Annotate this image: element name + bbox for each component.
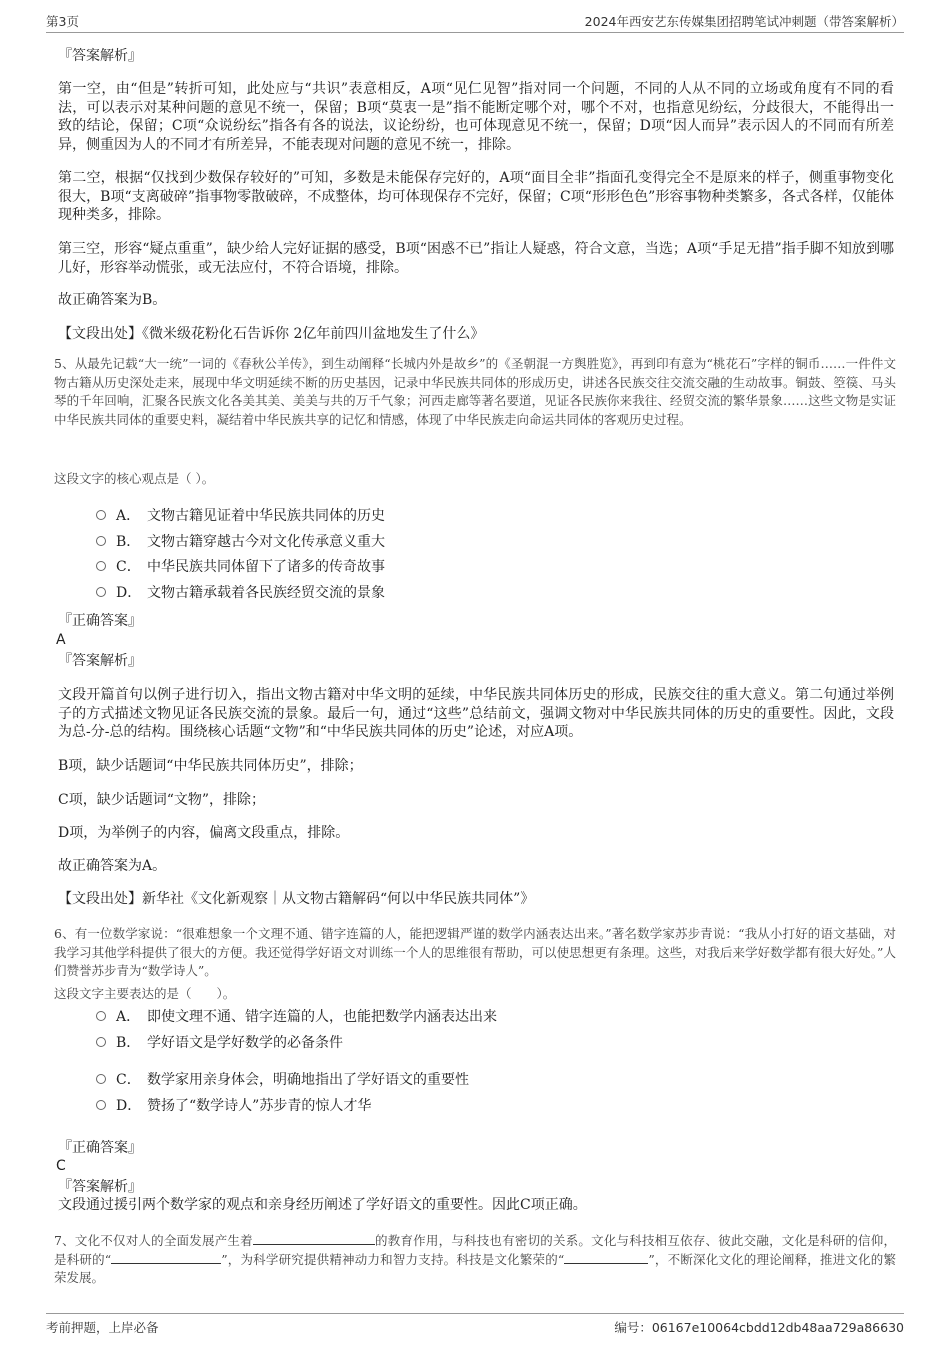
document-id: 编号：06167e10064cbdd12db48aa729a86630	[614, 1320, 904, 1335]
document-title: 2024年西安艺东传媒集团招聘笔试冲刺题（带答案解析）	[584, 14, 904, 29]
fill-blank[interactable]	[253, 1232, 375, 1245]
correct-answer-value: A	[56, 632, 66, 648]
page-number: 第3页	[46, 14, 79, 29]
question-prompt: 这段文字主要表达的是（ ）。	[54, 986, 236, 1001]
option-a[interactable]: A． 即使文理不通、错字连篇的人，也能把数学内涵表达出来	[96, 1008, 497, 1026]
option-d[interactable]: D． 文物古籍承载着各民族经贸交流的景象	[96, 584, 385, 602]
passage-source: 【文段出处】《微米级花粉化石告诉你 2亿年前四川盆地发生了什么》	[58, 326, 485, 342]
analysis-paragraph: 第三空，形容“疑点重重”，缺少给人完好证据的感受，B项“困惑不已”指让人疑惑，符合文意，当选；A项“手足无措”指手脚不知放到哪儿好，形容举动慌张，或无法应付，不符合语境，排除。	[58, 241, 894, 276]
radio-button[interactable]	[96, 536, 106, 546]
question-stem: 6、有一位数学家说：“很难想象一个文理不通、错字连篇的人，能把逻辑严谨的数学内涵表达出来。”著名数学家苏步青说：“我从小打好的语文基础，对我学习其他学科提供了很大的方便。我还觉得学好语文对训练一个人的思维很有帮助，可以使思想更有条理。这些，对我后来学好数学都有很大好处。”人们赞誉苏步青为“数学诗人”。	[54, 926, 896, 978]
option-d[interactable]: D． 赞扬了“数学诗人”苏步青的惊人才华	[96, 1097, 371, 1115]
radio-button[interactable]	[96, 1074, 106, 1084]
footer-slogan: 考前押题，上岸必备	[46, 1320, 159, 1335]
radio-button[interactable]	[96, 1011, 106, 1021]
analysis-paragraph: D项，为举例子的内容，偏离文段重点，排除。	[58, 825, 350, 841]
answer-analysis-label: 『答案解析』	[58, 48, 142, 64]
option-b[interactable]: B． 学好语文是学好数学的必备条件	[96, 1034, 343, 1052]
option-c[interactable]: C． 中华民族共同体留下了诸多的传奇故事	[96, 558, 385, 576]
question-stem: 7、文化不仅对人的全面发展产生着 的教育作用，与科技也有密切的关系。文化与科技相互依存、彼此交融，文化是科研的信仰，是科研的“ ”，为科学研究提供精神动力和智力支持。科技是文化繁荣的“ ”，不断深化文化的理论阐释，推进文化的繁荣发展。	[54, 1233, 896, 1285]
answer-analysis-label: 『答案解析』	[58, 1179, 142, 1195]
passage-source: 【文段出处】新华社《文化新观察｜从文物古籍解码“何以中华民族共同体”》	[58, 891, 535, 907]
analysis-paragraph: C项，缺少话题词“文物”，排除；	[58, 792, 266, 808]
radio-button[interactable]	[96, 561, 106, 571]
analysis-paragraph: 第一空，由“但是”转折可知，此处应与“共识”表意相反，A项“见仁见智”指对同一个问题，不同的人从不同的立场或角度有不同的看法，可以表示对某种问题的意见不统一，保留；B项“莫衷一是”指不能断定哪个对，哪个不对，也指意见纷纭，分歧很大，不能得出一致的结论，保留；C项“众说纷纭”指各有各的说法，议论纷纷，也可体现意见不统一，保留；D项“因人而异”表示因人的不同而有所差异，侧重因为人的不同才有所差异，不能表现对问题的意见不统一，排除。	[58, 81, 894, 153]
analysis-paragraph: 文段开篇首句以例子进行切入，指出文物古籍对中华文明的延续，中华民族共同体历史的形成，民族交往的重大意义。第二句通过举例子的方式描述文物见证各民族交流的景象。最后一句，通过“这些”总结前文，强调文物对中华民族共同体的历史的重要性。因此，文段为总-分-总的结构。围绕核心话题“文物”和“中华民族共同体的历史”论述，对应A项。	[58, 687, 894, 740]
correct-answer-value: C	[56, 1158, 66, 1174]
radio-button[interactable]	[96, 1037, 106, 1047]
conclusion-text: 故正确答案为A。	[58, 858, 167, 874]
analysis-paragraph: 第二空，根据“仅找到少数保存较好的”可知，多数是未能保存完好的，A项“面目全非”指面孔变得完全不是原来的样子，侧重事物变化很大，B项“支离破碎”指事物零散破碎，不成整体，均可体现保存不完好，保留；C项“形形色色”形容事物种类繁多，各式各样，仅能体现种类多，排除。	[58, 170, 894, 223]
correct-answer-label: 『正确答案』	[58, 1140, 142, 1156]
question-prompt: 这段文字的核心观点是（ ）。	[54, 471, 215, 486]
radio-button[interactable]	[96, 587, 106, 597]
fill-blank[interactable]	[564, 1251, 648, 1264]
option-b[interactable]: B． 文物古籍穿越古今对文化传承意义重大	[96, 533, 385, 551]
fill-blank[interactable]	[111, 1251, 221, 1264]
conclusion-text: 故正确答案为B。	[58, 292, 167, 308]
correct-answer-label: 『正确答案』	[58, 613, 142, 629]
analysis-paragraph: B项，缺少话题词“中华民族共同体历史”，排除；	[58, 758, 363, 774]
option-c[interactable]: C． 数学家用亲身体会，明确地指出了学好语文的重要性	[96, 1071, 469, 1089]
option-a[interactable]: A． 文物古籍见证着中华民族共同体的历史	[96, 507, 385, 525]
radio-button[interactable]	[96, 510, 106, 520]
page-footer	[46, 1313, 904, 1336]
answer-analysis-label: 『答案解析』	[58, 653, 142, 669]
radio-button[interactable]	[96, 1100, 106, 1110]
analysis-paragraph: 文段通过援引两个数学家的观点和亲身经历阐述了学好语文的重要性。因此C项正确。	[58, 1197, 587, 1213]
page-header	[46, 10, 904, 33]
question-stem: 5、从最先记载“大一统”一词的《春秋公羊传》，到生动阐释“长城内外是故乡”的《圣朝混一方舆胜览》，再到印有意为“桃花石”字样的铜币……一件件文物古籍从历史深处走来，展现中华文明延续不断的历史基因，记录中华民族共同体的形成历史，讲述各民族交往交流交融的生动故事。铜鼓、箜篌、马头琴的千年回响，汇聚各民族文化各美其美、美美与共的万千气象；河西走廊等著名要道，见证各民族你来我往、经贸交流的繁华景象……这些文物是实证中华民族共同体的重要史料，凝结着中华民族共享的记忆和情感，体现了中华民族走向命运共同体的客观历史过程。	[54, 356, 896, 427]
